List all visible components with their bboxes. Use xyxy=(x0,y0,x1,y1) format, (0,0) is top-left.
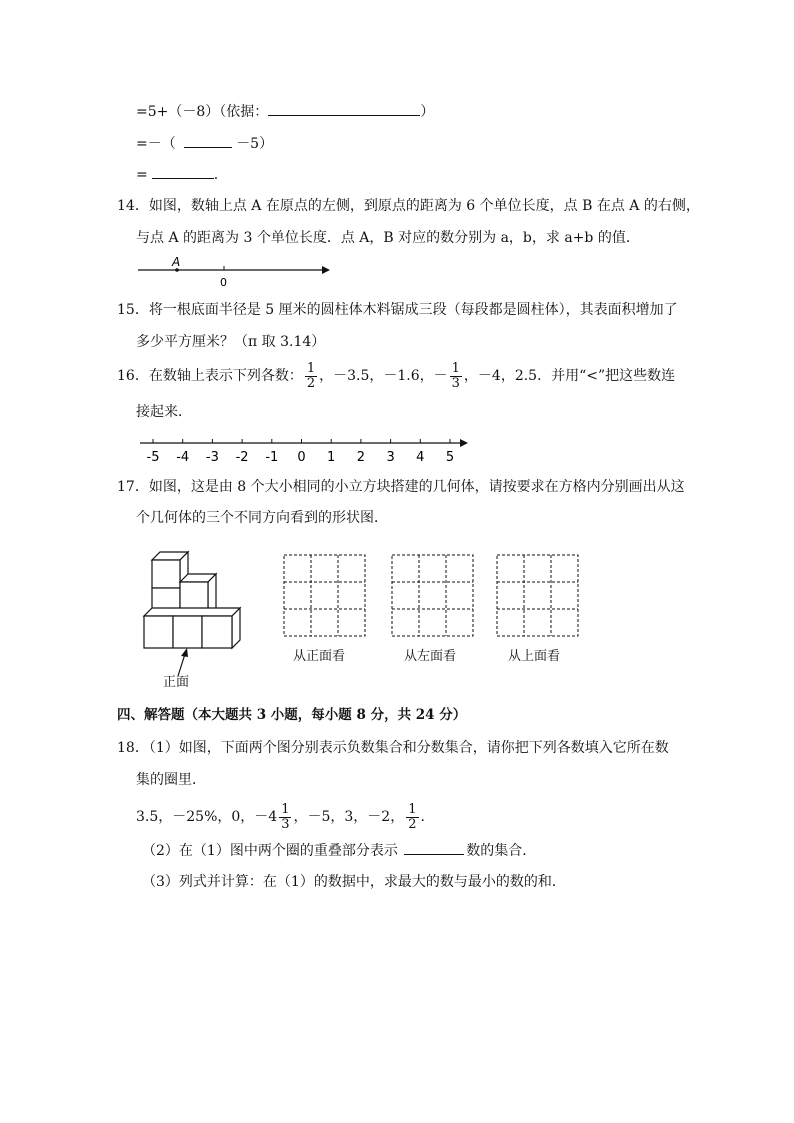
q14-axis-arrow xyxy=(322,266,330,274)
q14-number: 14． xyxy=(117,198,149,214)
q18-number-list xyxy=(136,802,435,832)
cube-bottom-2 xyxy=(173,616,202,648)
q16-tick-label: -4 xyxy=(176,450,190,465)
q16-number: 16． xyxy=(117,368,149,384)
step2-blank[interactable] xyxy=(184,133,232,148)
q14-origin-label: 0 xyxy=(220,276,227,289)
q18-half-fraction: $\frac{1}{2}$ xyxy=(408,801,417,832)
front-arrow-head xyxy=(181,648,188,657)
step1-expression: =5+（－8）（依据： xyxy=(136,104,269,120)
q16-tick-label: 3 xyxy=(386,450,395,465)
q16-line-2: 接起来． xyxy=(136,404,192,420)
q18-mixed-fraction: $\frac{1}{3}$ xyxy=(281,801,290,832)
q17-text-1: 如图，这是由 8 个大小相同的小立方块搭建的几何体，请按要求在方格内分别画出从这 xyxy=(148,479,685,495)
step-line-3 xyxy=(136,164,218,185)
q14-text-1: 如图，数轴上点 A 在原点的左侧，到原点的距离为 6 个单位长度，点 B 在点 A 的右侧， xyxy=(148,198,700,214)
q18-nums-a: 3.5，－25%，0，－4 xyxy=(136,809,278,825)
step3-post: . xyxy=(213,167,219,183)
cube-bottom-top xyxy=(144,608,240,616)
q16-line-1 xyxy=(117,361,675,391)
grid-top-view[interactable] xyxy=(496,554,580,638)
q14-point-a-label: A xyxy=(172,256,181,269)
q17-number: 17． xyxy=(117,479,149,495)
q15-text-1: 将一根底面半径是 5 厘米的圆柱体木料锯成三段（每段都是圆柱体），其表面积增加了 xyxy=(148,302,678,318)
section-4-heading: 四、解答题（本大题共 3 小题，每小题 8 分，共 24 分） xyxy=(117,707,467,723)
step2-pre: =－（ xyxy=(136,136,176,152)
q18-part2-pre: （2）在（1）图中两个圈的重叠部分表示 xyxy=(142,843,398,859)
q16-tick-label: -3 xyxy=(205,450,219,465)
q16-tick-label: -1 xyxy=(265,450,279,465)
q16-number-line xyxy=(138,432,474,466)
cube-bottom-side xyxy=(232,608,240,648)
cube-col-upper xyxy=(152,560,180,588)
grid-label-left: 从左面看 xyxy=(404,649,457,664)
cube-bottom-3 xyxy=(202,616,232,648)
q18-nums-end: ． xyxy=(420,809,435,825)
step3-pre: = xyxy=(136,167,148,183)
q16-post: ，－4，2.5．并用“<”把这些数连 xyxy=(463,368,676,384)
q16-mid: ，－3.5，－1.6，－ xyxy=(319,368,448,384)
q16-tick-label: -2 xyxy=(235,450,249,465)
q18-nums-b: ，－5，3，－2， xyxy=(293,809,405,825)
front-label: 正面 xyxy=(163,675,190,690)
q16-pre: 在数轴上表示下列各数： xyxy=(148,368,303,384)
q17-cube-solid-figure xyxy=(138,542,250,692)
grid-front-view[interactable] xyxy=(283,554,367,638)
q14-number-line-figure xyxy=(136,256,336,290)
q14-line-1 xyxy=(117,196,700,216)
q16-fraction-half: $\frac{1}{2}$ xyxy=(306,360,316,391)
q16-tick-label: 1 xyxy=(327,450,336,465)
q18-part-3: （3）列式并计算：在（1）的数据中，求最大的数与最小的数的和． xyxy=(142,874,566,890)
q18-line-1 xyxy=(117,738,669,758)
q18-part-2 xyxy=(142,840,536,861)
step2-post: －5） xyxy=(236,136,274,152)
cube-bottom-1 xyxy=(144,616,173,648)
step-line-1 xyxy=(136,101,434,122)
q16-tick-label: 4 xyxy=(416,450,425,465)
result-blank[interactable] xyxy=(152,164,214,179)
q16-axis-arrow xyxy=(460,439,468,447)
q18-overlap-blank[interactable] xyxy=(404,840,464,855)
basis-blank[interactable] xyxy=(268,101,420,116)
q16-tick-label: 5 xyxy=(445,450,455,465)
q15-line-1 xyxy=(117,300,678,320)
step1-close: ） xyxy=(420,104,435,120)
grid-label-front: 从正面看 xyxy=(293,649,346,664)
q17-line-2: 个几何体的三个不同方向看到的形状图． xyxy=(136,510,388,526)
q17-cubes xyxy=(144,552,240,648)
step-line-2 xyxy=(136,133,273,154)
q16-tick-label: -5 xyxy=(146,450,160,465)
q14-line-2: 与点 A 的距离为 3 个单位长度．点 A，B 对应的数分别为 a，b，求 a+b 的值． xyxy=(136,230,640,246)
grid-left-view[interactable] xyxy=(391,554,475,638)
q15-line-2: 多少平方厘米？（π 取 3.14） xyxy=(136,334,326,350)
q16-fraction-third: $\frac{1}{3}$ xyxy=(451,360,460,391)
q18-line-2: 集的圈里． xyxy=(136,772,206,788)
q16-tick-label: 0 xyxy=(297,450,306,465)
grid-label-top: 从上面看 xyxy=(508,649,561,664)
q18-number: 18． xyxy=(117,740,149,756)
q18-text-1: （1）如图，下面两个图分别表示负数集合和分数集合，请你把下列各数填入它所在数 xyxy=(148,740,669,756)
q17-line-1 xyxy=(117,477,685,497)
q18-part2-post: 数的集合． xyxy=(466,843,537,859)
q15-number: 15． xyxy=(117,302,149,318)
q16-tick-label: 2 xyxy=(356,450,366,465)
